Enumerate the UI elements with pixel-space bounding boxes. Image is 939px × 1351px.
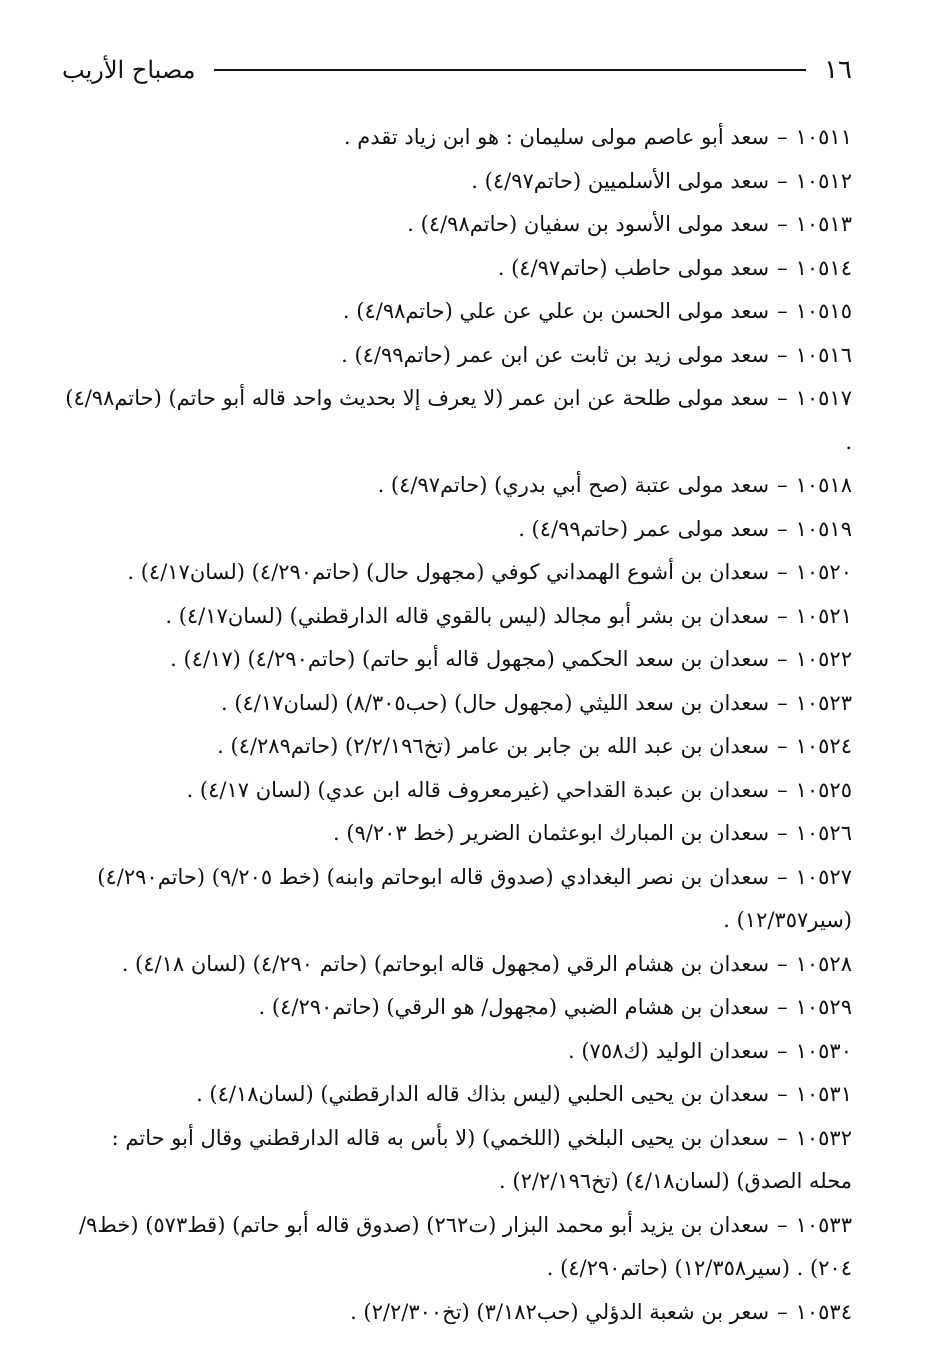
entry bbox=[62, 682, 852, 726]
entry-text: سعدان بن يحيى الحلبي (ليس بذاك قاله الدارقطني) (لسان٤/١٨) . bbox=[196, 1082, 770, 1106]
entry-dash: – bbox=[777, 1082, 788, 1106]
entry-text: سعدان بن سعد الحكمي (مجهول قاله أبو حاتم) (حاتم٤/٢٩٠) (٤/١٧) . bbox=[170, 647, 770, 671]
entry bbox=[62, 1117, 852, 1204]
entry-dash: – bbox=[777, 299, 788, 323]
entry bbox=[62, 334, 852, 378]
entry-number: ١٠٥١٢ bbox=[795, 168, 852, 193]
entry bbox=[62, 595, 852, 639]
entry-number: ١٠٥١٧ bbox=[795, 386, 852, 410]
entry-dash: – bbox=[777, 1125, 788, 1150]
entry-number: ١٠٥٢٨ bbox=[795, 951, 852, 976]
entry bbox=[62, 551, 852, 595]
entry bbox=[62, 508, 852, 552]
entry-text: سعد مولى الأسود بن سفيان (حاتم٤/٩٨) . bbox=[407, 212, 770, 236]
entry-text: سعد أبو عاصم مولى سليمان : هو ابن زياد تقدم . bbox=[343, 125, 770, 149]
entry-number: ١٠٥٢٢ bbox=[795, 647, 852, 671]
entry-text: سعدان بن عبدة القداحي (غيرمعروف قاله ابن عدي) (لسان ٤/١٧) . bbox=[186, 777, 770, 802]
entry-dash: – bbox=[777, 690, 788, 715]
entry-dash: – bbox=[777, 603, 788, 628]
entry bbox=[62, 203, 852, 247]
entry-number: ١٠٥٣٣ bbox=[795, 1212, 852, 1237]
entry-dash: – bbox=[777, 255, 788, 280]
page-header bbox=[62, 52, 852, 88]
entry-number: ١٠٥٢٥ bbox=[795, 777, 852, 802]
entry-number: ١٠٥٢٧ bbox=[795, 864, 852, 889]
entry-dash: – bbox=[777, 560, 788, 584]
entry-dash: – bbox=[777, 386, 788, 410]
entry bbox=[62, 116, 852, 160]
entry-text: سعدان بن هشام الرقي (مجهول قاله ابوحاتم) (حاتم ٤/٢٩٠) (لسان ٤/١٨) . bbox=[121, 951, 770, 976]
entry-text: سعد مولى الأسلميين (حاتم٤/٩٧) . bbox=[471, 168, 770, 193]
entry bbox=[62, 1073, 852, 1117]
entry-text: سعدان بن يحيى البلخي (اللخمي) (لا بأس به قاله الدارقطني وقال أبو حاتم : محله الصدق) (لسان٤/١٨) (تخ٢/٢/١٩٦) . bbox=[111, 1125, 852, 1193]
entry-number: ١٠٥٢٦ bbox=[795, 821, 852, 845]
entry-dash: – bbox=[777, 342, 788, 367]
entry bbox=[62, 986, 852, 1030]
entry-number: ١٠٥١٣ bbox=[795, 212, 852, 236]
entry-text: سعد مولى عمر (حاتم٤/٩٩) . bbox=[518, 516, 770, 541]
entry-dash: – bbox=[777, 647, 788, 671]
entry-text: سعدان بن سعد الليثي (مجهول حال) (حب٨/٣٠٥) (لسان٤/١٧) . bbox=[220, 690, 770, 715]
entry-number: ١٠٥٢٣ bbox=[795, 690, 852, 715]
entry-number: ١٠٥٣٤ bbox=[795, 1299, 852, 1324]
entry bbox=[62, 160, 852, 204]
entry-text: سعدان بن يزيد أبو محمد البزار (ت٢٦٢) (صدوق قاله أبو حاتم) (قط٥٧٣) (خط٩/ ٢٠٤) . (سير١٢/٣٥٨) (حاتم٤/٢٩٠) . bbox=[79, 1212, 852, 1280]
entry bbox=[62, 464, 852, 508]
entry-text: سعدان بن بشر أبو مجالد (ليس بالقوي قاله الدارقطني) (لسان٤/١٧) . bbox=[165, 603, 770, 628]
entry-number: ١٠٥١٥ bbox=[795, 299, 852, 323]
entry-text: سعدان بن عبد الله بن جابر بن عامر (تخ٢/٢/١٩٦) (حاتم٤/٢٨٩) . bbox=[217, 734, 770, 758]
entry bbox=[62, 769, 852, 813]
entry-dash: – bbox=[777, 1212, 788, 1237]
entry bbox=[62, 377, 852, 464]
entry-text: سعد مولى حاطب (حاتم٤/٩٧) . bbox=[497, 255, 770, 280]
book-title: مصباح الأريب bbox=[62, 56, 196, 84]
entry-dash: – bbox=[777, 212, 788, 236]
entry-text: سعد مولى الحسن بن علي عن علي (حاتم٤/٩٨) . bbox=[342, 299, 770, 323]
entry bbox=[62, 812, 852, 856]
entry-number: ١٠٥٢٠ bbox=[795, 560, 852, 584]
entry-dash: – bbox=[777, 1038, 788, 1063]
entry bbox=[62, 290, 852, 334]
entry-text: سعد مولى عتبة (صح أبي بدري) (حاتم٤/٩٧) . bbox=[377, 473, 770, 497]
entry-dash: – bbox=[777, 516, 788, 541]
entry-text: سعر بن شعبة الدؤلي (حب٣/١٨٢) (تخ٢/٢/٣٠٠) . bbox=[350, 1299, 770, 1324]
entry-number: ١٠٥٢٩ bbox=[795, 995, 852, 1019]
entry-number: ١٠٥٣٢ bbox=[795, 1125, 852, 1150]
entry-text: سعدان الوليد (ك٧٥٨) . bbox=[568, 1038, 770, 1063]
entry-text: سعدان بن المبارك ابوعثمان الضرير (خط ٩/٢٠٣) . bbox=[332, 821, 770, 845]
entry bbox=[62, 247, 852, 291]
entry-number: ١٠٥٣١ bbox=[795, 1082, 852, 1106]
entry-number: ١٠٥٢٤ bbox=[795, 734, 852, 758]
entry-number: ١٠٥١٤ bbox=[795, 255, 852, 280]
entry-dash: – bbox=[777, 821, 788, 845]
entry-dash: – bbox=[777, 125, 788, 149]
entry-number: ١٠٥١٩ bbox=[795, 516, 852, 541]
entry-dash: – bbox=[777, 168, 788, 193]
entry-number: ١٠٥١٨ bbox=[795, 473, 852, 497]
header-rule bbox=[214, 69, 807, 71]
entry-number: ١٠٥٣٠ bbox=[795, 1038, 852, 1063]
entry bbox=[62, 725, 852, 769]
entry-dash: – bbox=[777, 473, 788, 497]
entries-list bbox=[62, 116, 852, 1334]
entry-text: سعد مولى زيد بن ثابت عن ابن عمر (حاتم٤/٩٩) . bbox=[341, 342, 770, 367]
entry-text: سعدان بن أشوع الهمداني كوفي (مجهول حال) (حاتم٤/٢٩٠) (لسان٤/١٧) . bbox=[127, 560, 770, 584]
entry bbox=[62, 638, 852, 682]
entry bbox=[62, 943, 852, 987]
page-number: ١٦ bbox=[824, 55, 852, 85]
entry-dash: – bbox=[777, 995, 788, 1019]
entry-number: ١٠٥١٦ bbox=[795, 342, 852, 367]
entry-dash: – bbox=[777, 734, 788, 758]
entry-dash: – bbox=[777, 1299, 788, 1324]
entry-number: ١٠٥١١ bbox=[795, 125, 852, 149]
entry-dash: – bbox=[777, 864, 788, 889]
entry bbox=[62, 1030, 852, 1074]
entry-text: سعدان بن هشام الضبي (مجهول/ هو الرقي) (حاتم٤/٢٩٠) . bbox=[258, 995, 770, 1019]
entry bbox=[62, 1291, 852, 1335]
entry bbox=[62, 1204, 852, 1291]
entry-number: ١٠٥٢١ bbox=[795, 603, 852, 628]
entry-dash: – bbox=[777, 951, 788, 976]
entry-dash: – bbox=[777, 777, 788, 802]
entry bbox=[62, 856, 852, 943]
entry-text: سعدان بن نصر البغدادي (صدوق قاله ابوحاتم وابنه) (خط ٩/٢٠٥) (حاتم٤/٢٩٠) (سير١٢/٣٥٧) . bbox=[97, 864, 852, 932]
entry-text: سعد مولى طلحة عن ابن عمر (لا يعرف إلا بحديث واحد قاله أبو حاتم) (حاتم٤/٩٨) . bbox=[65, 386, 852, 454]
